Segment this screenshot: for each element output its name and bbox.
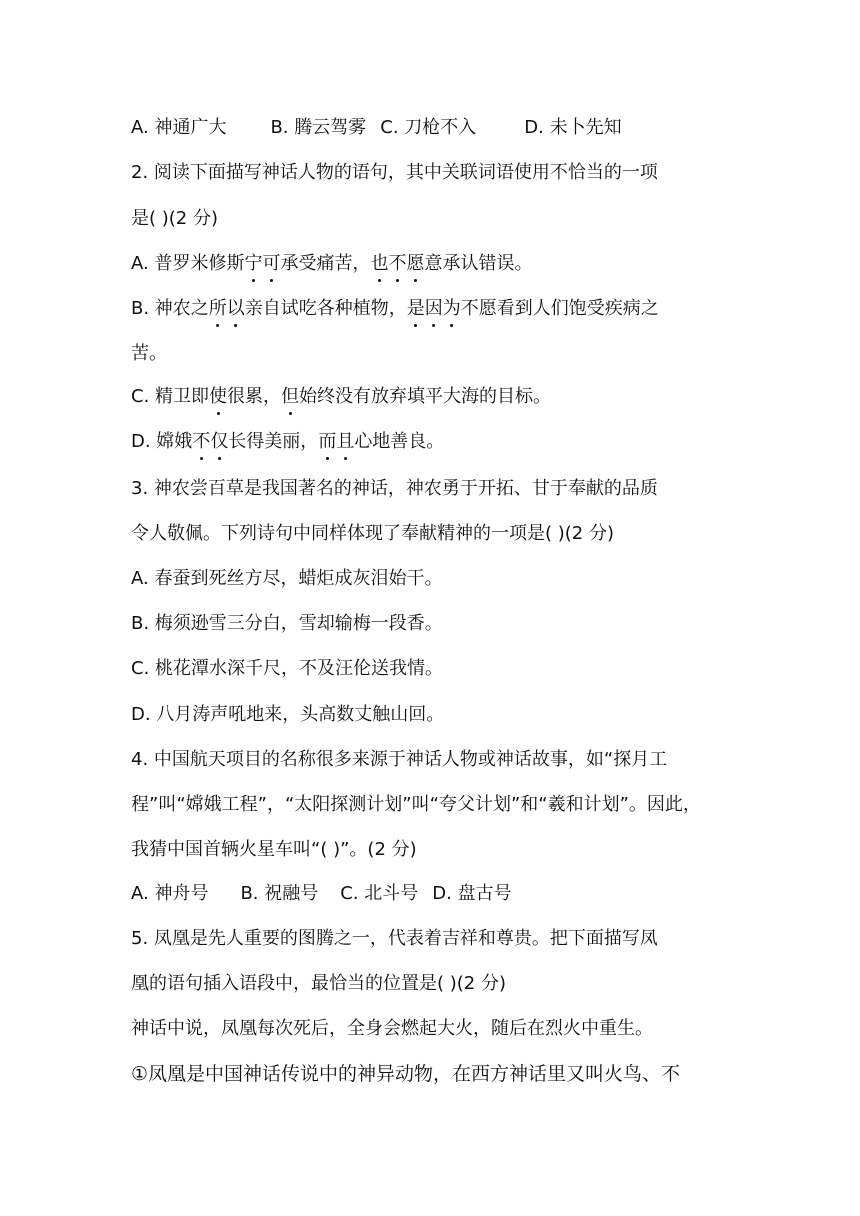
emphasis-char: 但	[281, 384, 299, 410]
q1-option-d: D. 未卜先知	[524, 117, 622, 138]
q3-option-d: D. 八月涛声吼地来，头高数丈触山回。	[131, 704, 445, 725]
q4-option-c: C. 北斗号	[340, 883, 419, 904]
q1-option-a: A. 神通广大	[131, 117, 227, 138]
q1-option-c: C. 刀枪不入	[380, 117, 477, 138]
q4-option-a: A. 神舟号	[131, 883, 209, 904]
q4-option-b: B. 祝融号	[240, 883, 319, 904]
emphasis-char: 使	[209, 384, 227, 410]
q2-stem-line1: 2. 阅读下面描写神话人物的语句，其中关联词语使用不恰当的一项	[131, 162, 658, 183]
emphasis-char: 也	[370, 251, 388, 277]
q4-stem-line1: 4. 中国航天项目的名称很多来源于神话人物或神话故事，如“探月工	[131, 749, 668, 770]
q2-option-c: C. 精卫即使很累，但始终没有放弃填平大海的目标。	[131, 384, 551, 410]
emphasis-char: 仅	[210, 429, 228, 455]
q3-option-a: A. 春蚕到死丝方尽，蜡炬成灰泪始干。	[131, 568, 443, 589]
q1-option-b: B. 腾云驾雾	[270, 117, 367, 138]
q5-stem-line2: 凰的语句插入语段中，最恰当的位置是( )(2 分)	[131, 973, 506, 994]
emphasis-char: 而	[318, 429, 336, 455]
q5-passage-line1: ①凤凰是中国神话传说中的神异动物，在西方神话里又叫火鸟、不	[131, 1063, 681, 1085]
q2-option-a: A. 普罗米修斯宁可承受痛苦，也不愿意承认错误。	[131, 251, 532, 277]
emphasis-char: 愿	[406, 251, 424, 277]
emphasis-char: 且	[336, 429, 354, 455]
emphasis-char: 所	[209, 296, 227, 322]
emphasis-char: 不	[192, 429, 210, 455]
q2-stem-line2: 是( )(2 分)	[131, 208, 218, 229]
q4-stem-line2: 程”叫“嫦娥工程”，“太阳探测计划”叫“夸父计划”和“羲和计划”。因此，	[131, 794, 701, 815]
q2-option-d: D. 嫦娥不仅长得美丽，而且心地善良。	[131, 429, 444, 455]
q4-option-d: D. 盘古号	[432, 883, 512, 904]
q5-sentence: 神话中说，凤凰每次死后，全身会燃起大火，随后在烈火中重生。	[131, 1018, 653, 1039]
q2-option-b: B. 神农之所以亲自试吃各种植物，是因为不愿看到人们饱受疾病之	[131, 296, 659, 322]
q3-option-b: B. 梅须逊雪三分白，雪却输梅一段香。	[131, 613, 443, 634]
q4-stem-line3: 我猜中国首辆火星车叫“( )”。(2 分)	[131, 839, 417, 860]
emphasis-char: 是	[407, 296, 425, 322]
emphasis-char: 以	[227, 296, 245, 322]
emphasis-char: 不	[388, 251, 406, 277]
q3-stem-line1: 3. 神农尝百草是我国著名的神话，神农勇于开拓、甘于奉献的品质	[131, 478, 658, 499]
emphasis-char: 因	[425, 296, 443, 322]
circled-marker-1: ①	[131, 1063, 149, 1085]
q4-options	[131, 881, 512, 907]
q1-options	[131, 115, 622, 141]
q3-option-c: C. 桃花潭水深千尺，不及汪伦送我情。	[131, 658, 444, 679]
q5-stem-line1: 5. 凤凰是先人重要的图腾之一，代表着吉祥和尊贵。把下面描写凤	[131, 928, 658, 949]
emphasis-char: 宁	[244, 251, 262, 277]
q2-option-b-cont: 苦。	[131, 343, 167, 364]
emphasis-char: 为	[443, 296, 461, 322]
q3-stem-line2: 令人敬佩。下列诗句中同样体现了奉献精神的一项是( )(2 分)	[131, 523, 614, 544]
emphasis-char: 可	[262, 251, 280, 277]
